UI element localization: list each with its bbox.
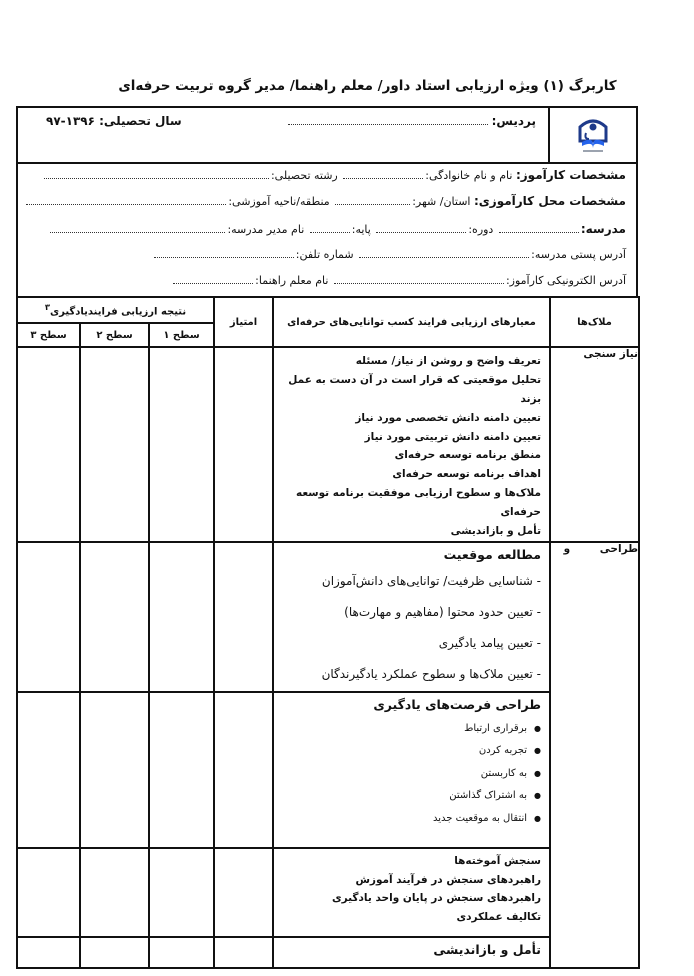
criteria-item: تأمل و بازاندیشی: [450, 525, 542, 538]
trainee-line: مشخصات کارآموز: نام و نام خانوادگی: رشته تحصیلی:: [42, 168, 626, 182]
table-row-reflection: [17, 937, 639, 968]
criteria-item: تحلیل موقعیتی که قرار است در آن دست به عمل بزند: [288, 373, 542, 405]
campus-field[interactable]: پردیس:: [284, 114, 536, 128]
bullet-item: ● انتقال به موقعیت جدید: [274, 808, 549, 831]
bullet-item: ● به اشتراک گذاشتن: [274, 785, 549, 808]
header-score: امتیاز: [214, 297, 273, 347]
bullet-item: ● تجربه کردن: [274, 740, 549, 763]
situation-title: مطالعه موقعیت: [443, 546, 542, 562]
school-field[interactable]: [499, 224, 579, 233]
criteria-item: راهبردهای سنجش در پایان واحد یادگیری: [331, 892, 542, 905]
name-field[interactable]: [343, 170, 423, 179]
info-box: [16, 162, 638, 298]
level-2-cell[interactable]: [80, 848, 149, 937]
score-cell[interactable]: [214, 848, 273, 937]
score-cell[interactable]: [214, 542, 273, 692]
level-1-cell[interactable]: [149, 692, 214, 848]
criteria-item: سنجش آموخته‌ها: [454, 854, 542, 867]
level-1-cell[interactable]: [149, 937, 214, 968]
criteria-opportunities: [273, 692, 550, 848]
evaluation-table: [16, 296, 640, 969]
table-row-needs: [17, 347, 639, 542]
opportunities-title: طراحی فرصت‌های یادگیری: [373, 696, 542, 712]
criteria-assessment: [273, 848, 550, 937]
criteria-item: راهبردهای سنجش در فرآیند آموزش: [355, 873, 542, 886]
criteria-reflection: [273, 937, 550, 968]
postal-field[interactable]: [359, 249, 529, 258]
university-logo-icon: [576, 115, 610, 155]
criteria-item: تعریف واضح و روشن از نیاز/ مسئله: [355, 355, 542, 367]
criteria-item: تکالیف عملکردی: [456, 911, 542, 924]
level-1-cell[interactable]: [149, 347, 214, 542]
level-2-cell[interactable]: [80, 347, 149, 542]
reflection-title: تأمل و بازاندیشی: [433, 941, 542, 957]
criteria-item: تعیین دامنه دانش تخصصی مورد نیاز: [355, 411, 542, 424]
criteria-item: تعیین دامنه دانش تربیتی مورد نیاز: [364, 430, 542, 443]
form-title: کاربرگ (۱) ویژه ارزیابی استاد داور/ معلم راهنما/ مدیر گروه تربیت حرفه‌ای: [118, 78, 617, 94]
table-row-situation: [17, 542, 639, 692]
bullet-item: ● به کاربستن: [274, 763, 549, 786]
criteria-item: - شناسایی ظرفیت/ توانایی‌های دانش‌آموزان: [321, 573, 542, 588]
district-field[interactable]: [26, 196, 226, 205]
score-cell[interactable]: [214, 692, 273, 848]
level-1-cell[interactable]: [149, 848, 214, 937]
phone-field[interactable]: [154, 249, 294, 258]
level-3-cell[interactable]: [17, 347, 80, 542]
header-result: نتیجه ارزیابی فرایندیادگیری$^۳$: [17, 297, 214, 323]
level-3-cell[interactable]: [17, 937, 80, 968]
opportunities-list: [274, 716, 549, 831]
bullet-item: ● برقراری ارتباط: [274, 718, 549, 741]
table-row-opportunities: [17, 692, 639, 848]
score-cell[interactable]: [214, 937, 273, 968]
score-cell[interactable]: [214, 347, 273, 542]
school-line: مدرسه: دوره: پایه: نام مدیر مدرسه:: [48, 222, 626, 236]
criteria-item: - تعیین ملاک‌ها و سطوح عملکرد یادگیرندگان: [321, 667, 542, 682]
postal-line: آدرس پستی مدرسه: شماره تلفن:: [152, 248, 626, 261]
criteria-item: منطق برنامه توسعه حرفه‌ای: [394, 449, 542, 462]
location-line: مشخصات محل کارآموزی: استان/ شهر: منطقه/ناحیه آموزشی:: [24, 194, 626, 208]
principal-field[interactable]: [50, 224, 225, 233]
header-criteria-axis: ملاک‌ها: [550, 297, 639, 347]
criteria-item: اهداف برنامه توسعه حرفه‌ای: [392, 468, 542, 481]
header-level-2: سطح ۲: [80, 323, 149, 347]
level-2-cell[interactable]: [80, 937, 149, 968]
level-3-cell[interactable]: [17, 848, 80, 937]
grade-field[interactable]: [310, 224, 350, 233]
level-3-cell[interactable]: [17, 542, 80, 692]
mentor-field[interactable]: [173, 275, 253, 284]
field-of-study-field[interactable]: [44, 170, 269, 179]
table-row-assessment: [17, 848, 639, 937]
level-3-cell[interactable]: [17, 692, 80, 848]
axis-design: طراحی و: [550, 542, 639, 968]
axis-needs: نیاز سنجی: [550, 347, 639, 542]
province-field[interactable]: [335, 196, 410, 205]
criteria-situation: [273, 542, 550, 692]
academic-year: سال تحصیلی: ۱۳۹۶-۹۷: [46, 114, 182, 128]
header-box: [16, 106, 638, 164]
period-field[interactable]: [376, 224, 466, 233]
logo-cell: [548, 108, 636, 162]
email-line: آدرس الکترونیکی کارآموز: نام معلم راهنما:: [171, 274, 626, 287]
criteria-needs: [273, 347, 550, 542]
level-2-cell[interactable]: [80, 692, 149, 848]
header-level-3: سطح ۳: [17, 323, 80, 347]
level-2-cell[interactable]: [80, 542, 149, 692]
criteria-item: - تعیین پیامد یادگیری: [438, 636, 542, 651]
criteria-item: ملاک‌ها و سطوح ارزیابی موفقیت برنامه توسعه حرفه‌ای: [295, 487, 542, 519]
header-level-1: سطح ۱: [149, 323, 214, 347]
level-1-cell[interactable]: [149, 542, 214, 692]
header-criteria: معیارهای ارزیابی فرایند کسب توانایی‌های حرفه‌ای: [273, 297, 550, 347]
criteria-item: - تعیین حدود محتوا (مفاهیم و مهارت‌ها): [344, 605, 542, 620]
email-field[interactable]: [334, 275, 504, 284]
